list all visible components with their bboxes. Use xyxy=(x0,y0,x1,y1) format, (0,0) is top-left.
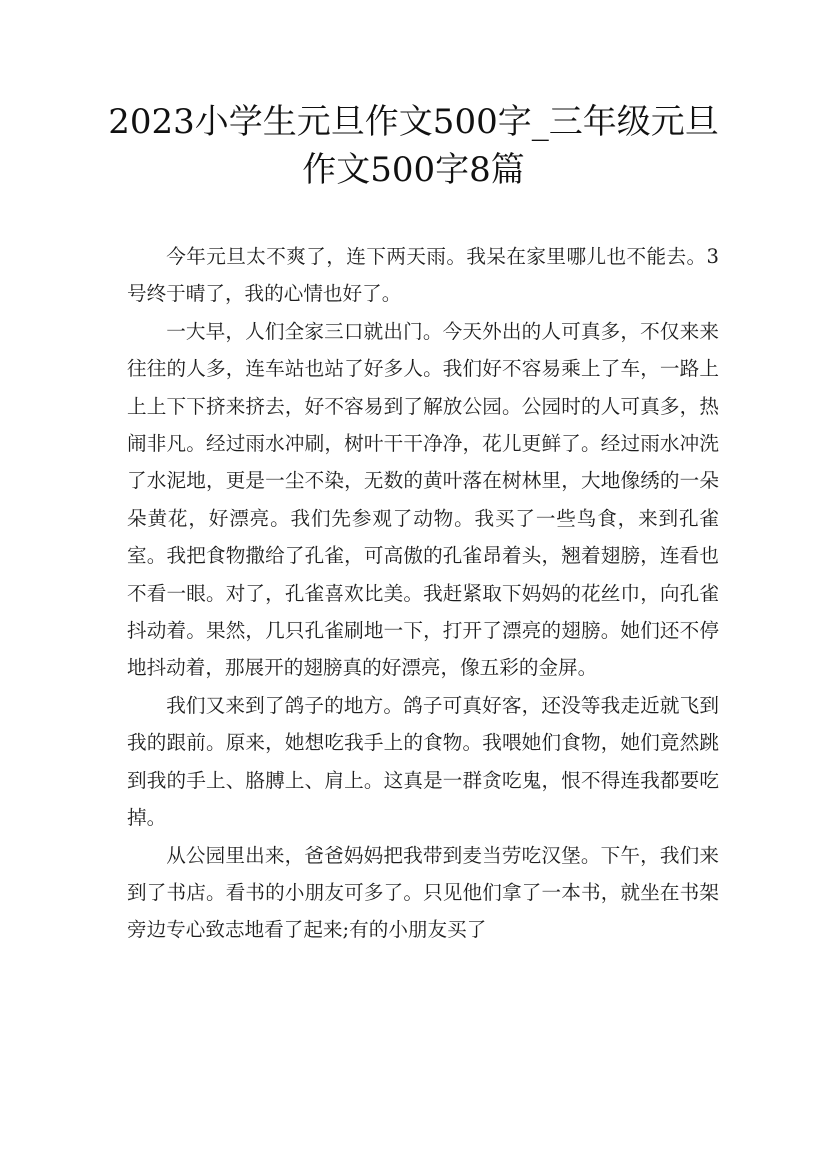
paragraph: 我们又来到了鸽子的地方。鸽子可真好客，还没等我走近就飞到我的跟前。原来，她想吃我手上的食物。我喂她们食物，她们竟然跳到我的手上、胳膊上、肩上。这真是一群贪吃鬼，恨不得连我都要吃掉。 xyxy=(127,693,719,830)
paragraph: 从公园里出来，爸爸妈妈把我带到麦当劳吃汉堡。下午，我们来到了书店。看书的小朋友可多了。只见他们拿了一本书，就坐在书架旁边专心致志地看了起来;有的小朋友买了 xyxy=(127,843,719,942)
document-title: 2023小学生元旦作文500字_三年级元旦作文500字8篇 xyxy=(108,102,719,190)
document-body xyxy=(127,238,719,949)
paragraph: 今年元旦太不爽了，连下两天雨。我呆在家里哪儿也不能去。3号终于晴了，我的心情也好了。 xyxy=(127,245,719,306)
paragraph: 一大早，人们全家三口就出门。今天外出的人可真多，不仅来来往往的人多，连车站也站了好多人。我们好不容易乘上了车，一路上上上下下挤来挤去，好不容易到了解放公园。公园时的人可真多，热闹非凡。经过雨水冲刷，树叶干干净净，花儿更鲜了。经过雨水冲洗了水泥地，更是一尘不染，无数的黄叶落在树林里，大地像绣的一朵朵黄花，好漂亮。我们先参观了动物。我买了一些鸟食，来到孔雀室。我把食物撒给了孔雀，可高傲的孔雀昂着头，翘着翅膀，连看也不看一眼。对了，孔雀喜欢比美。我赶紧取下妈妈的花丝巾，向孔雀抖动着。果然，几只孔雀刷地一下，打开了漂亮的翅膀。她们还不停地抖动着，那展开的翅膀真的好漂亮，像五彩的金屏。 xyxy=(127,319,719,680)
